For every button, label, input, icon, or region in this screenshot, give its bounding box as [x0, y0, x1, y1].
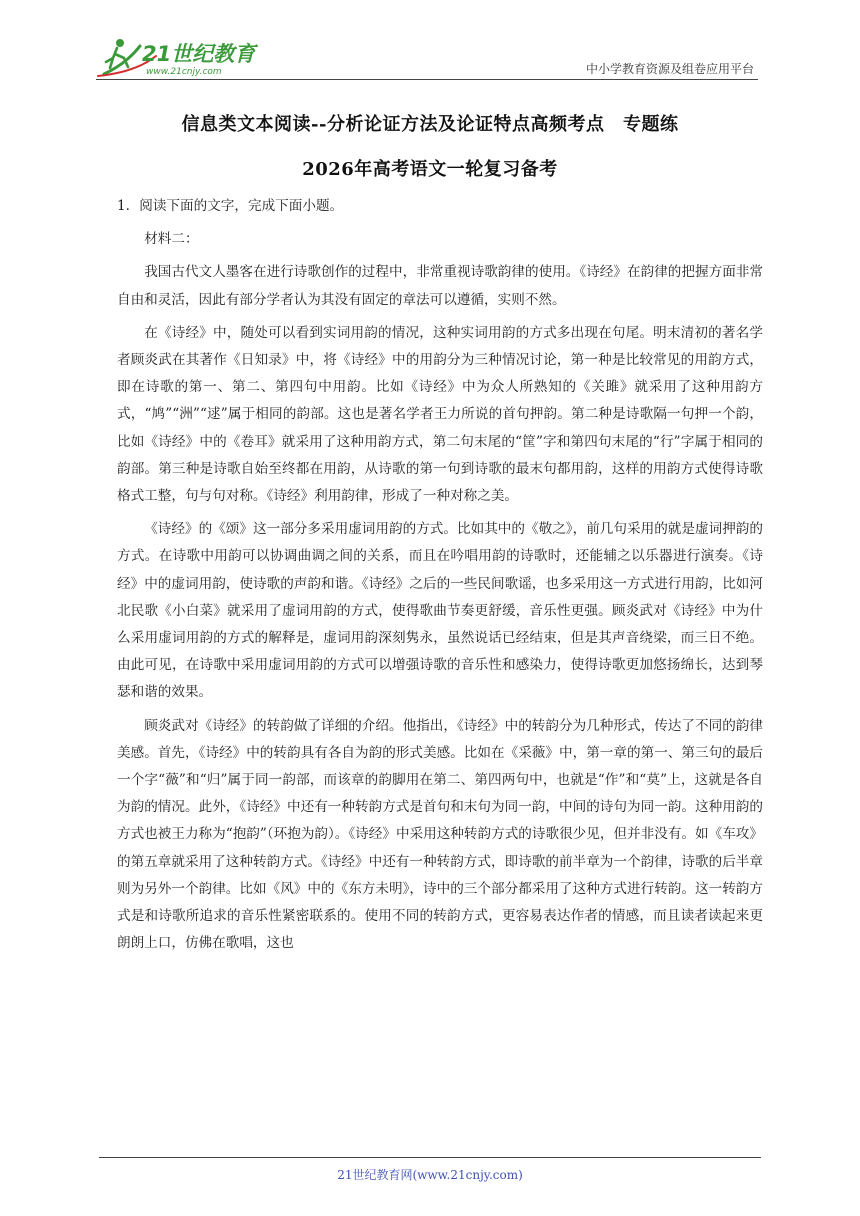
question-prompt: 1．阅读下面的文字，完成下面小题。	[117, 198, 344, 214]
material-label: 材料二：	[144, 231, 199, 248]
site-logo	[96, 34, 266, 78]
paragraph: 在《诗经》中，随处可以看到实词用韵的情况，这种实词用韵的方式多出现在句尾。明末清初的著名学者顾炎武在其著作《日知录》中，将《诗经》中的用韵分为三种情况讨论，第一种是比较常见的用韵方式，即在诗歌的第一、第二、第四句中用韵。比如《诗经》中为众人所熟知的《关雎》就采用了这种用韵方式，“鸠”“洲”“逑”属于相同的韵部。这也是著名学者王力所说的首句押韵。第二种是诗歌隔一句押一个韵，比如《诗经》中的《卷耳》就采用了这种用韵方式，第二句末尾的“筐”字和第四句末尾的“行”字属于相同的韵部。第三种是诗歌自始至终都在用韵，从诗歌的第一句到诗歌的最末句都用韵，这样的用韵方式使得诗歌格式工整，句与句对称。《诗经》利用韵律，形成了一种对称之美。	[117, 324, 763, 505]
footer-divider	[99, 1157, 761, 1158]
page-header	[96, 34, 758, 80]
footer-link[interactable]: 21世纪教育网(www.21cnjy.com)	[337, 1168, 523, 1182]
paragraph: 我国古代文人墨客在进行诗歌创作的过程中，非常重视诗歌韵律的使用。《诗经》在韵律的把握方面非常自由和灵活，因此有部分学者认为其没有固定的章法可以遵循，实则不然。	[117, 264, 763, 308]
platform-name: 中小学教育资源及组卷应用平台	[585, 62, 754, 76]
doc-subtitle: 2026年高考语文一轮复习备考	[302, 159, 558, 180]
paragraph: 顾炎武对《诗经》的转韵做了详细的介绍。他指出，《诗经》中的转韵分为几种形式，传达了不同的韵律美感。首先，《诗经》中的转韵具有各自为韵的形式美感。比如在《采薇》中，第一章的第一、第三句的最后一个字“薇”和“归”属于同一韵部，而该章的韵脚用在第二、第四两句中，也就是“作”和“莫”上，这就是各自为韵的情况。此外，《诗经》中还有一种转韵方式是首句和末句为同一韵，中间的诗句为同一韵。这种用韵的方式也被王力称为“抱韵”（环抱为韵）。《诗经》中采用这种转韵方式的诗歌很少见，但并非没有。如《车攻》的第五章就采用了这种转韵方式。《诗经》中还有一种转韵方式，即诗歌的前半章为一个韵律，诗歌的后半章则为另外一个韵律。比如《风》中的《东方未明》，诗中的三个部分都采用了这种方式进行转韵。这一转韵方式是和诗歌所追求的音乐性紧密联系的。使用不同的转韵方式，更容易表达作者的情感，而且读者读起来更朗朗上口，仿佛在歌唱，这也	[117, 717, 763, 952]
header-divider	[96, 79, 758, 80]
logo-main-text: 21世纪教育	[142, 42, 256, 66]
paragraph: 《诗经》的《颂》这一部分多采用虚词用韵的方式。比如其中的《敬之》，前几句采用的就是虚词押韵的方式。在诗歌中用韵可以协调曲调之间的关系，而且在吟唱用韵的诗歌时，还能辅之以乐器进行演奏。《诗经》中的虚词用韵，使诗歌的声韵和谐。《诗经》之后的一些民间歌谣，也多采用这一方式进行用韵，比如河北民歌《小白菜》就采用了虚词用韵的方式，使得歌曲节奏更舒缓，音乐性更强。顾炎武对《诗经》中为什么采用虚词用韵的方式的解释是，虚词用韵深刻隽永，虽然说话已经结束，但是其声音绕梁，而三日不绝。由此可见，在诗歌中采用虚词用韵的方式可以增强诗歌的音乐性和感染力，使得诗歌更加悠扬绵长，达到琴瑟和谐的效果。	[117, 521, 763, 701]
doc-title: 信息类文本阅读--分析论证方法及论证特点高频考点 专题练	[181, 114, 679, 135]
document-body	[117, 193, 763, 957]
logo-url-text: www.21cnjy.com	[146, 67, 222, 77]
